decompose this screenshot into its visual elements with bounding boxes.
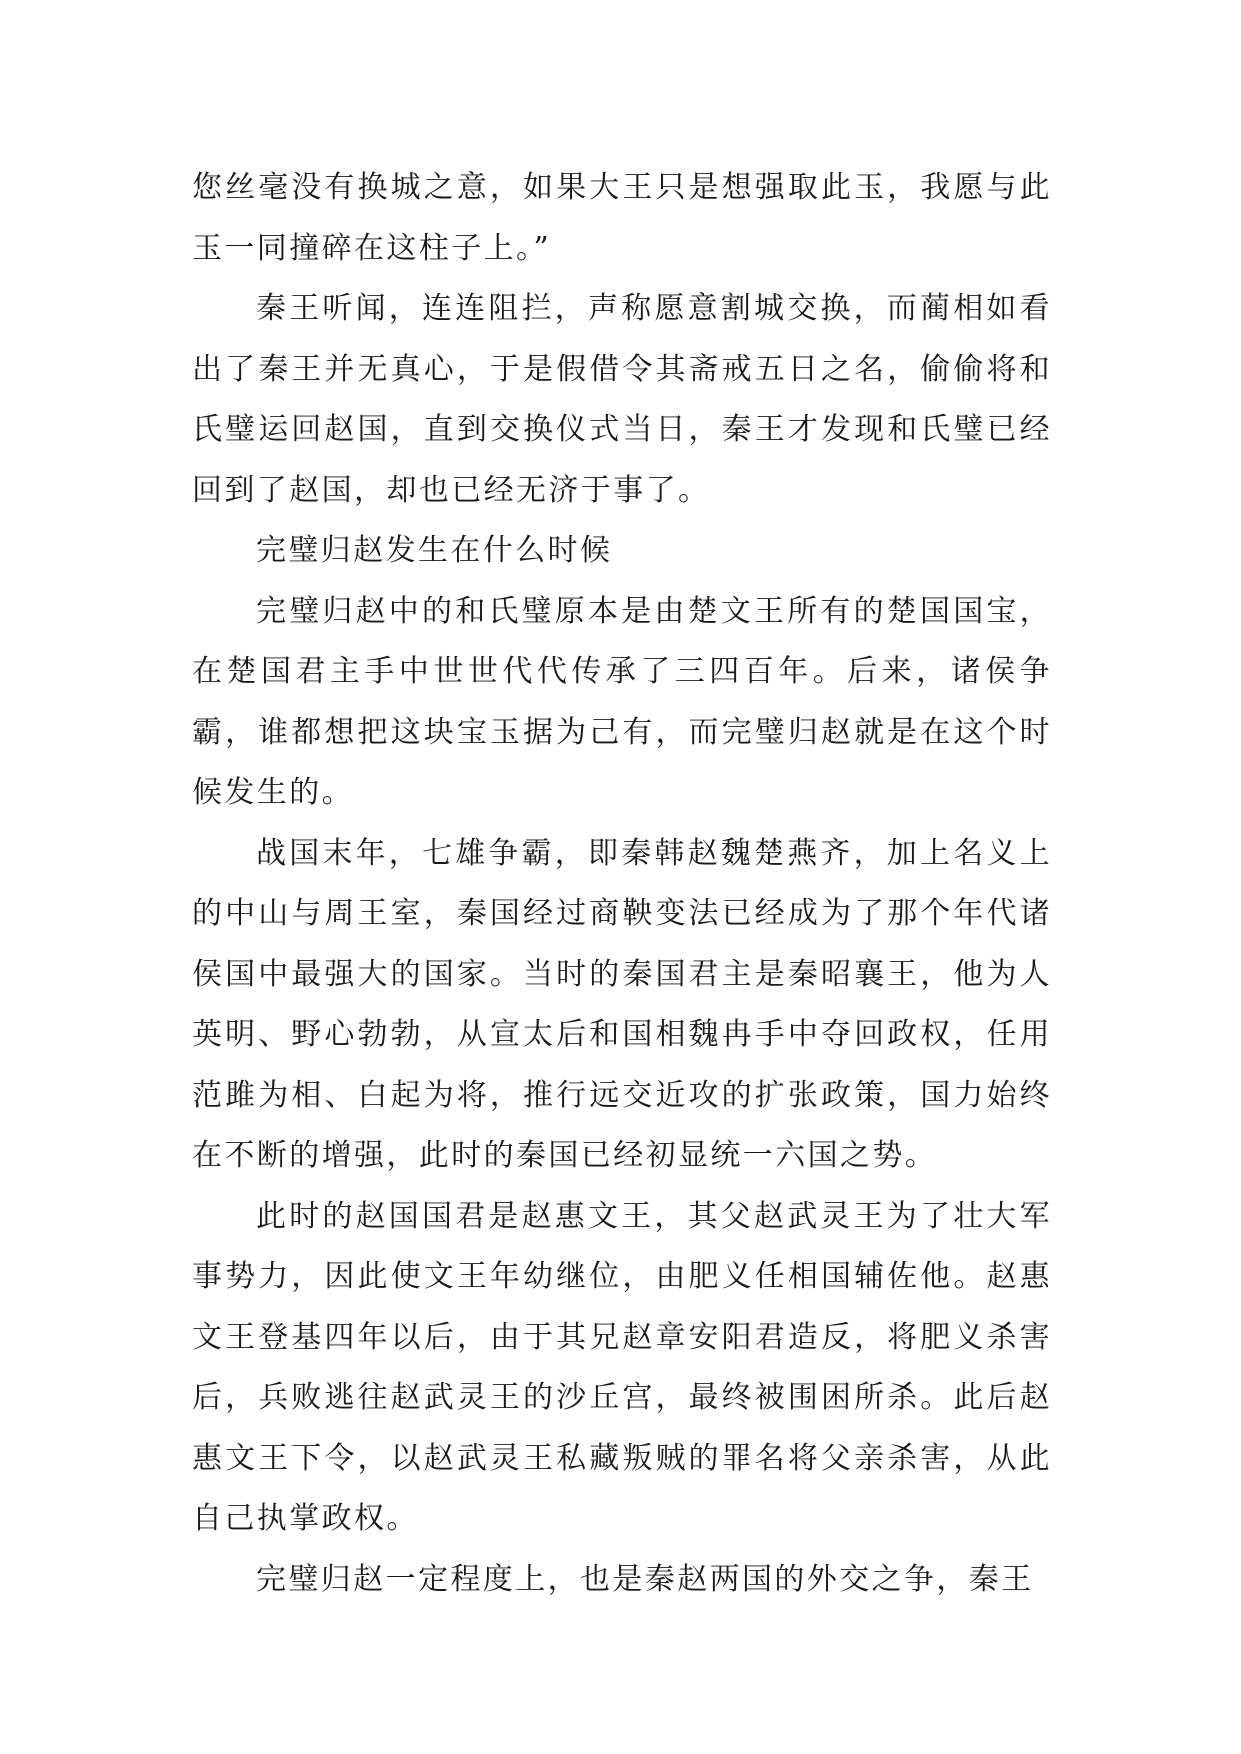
paragraph: 秦王听闻，连连阻拦，声称愿意割城交换，而蔺相如看出了秦王并无真心，于是假借令其斋戒五日之名，偷偷将和氏璧运回赵国，直到交换仪式当日，秦王才发现和氏璧已经回到了赵国，却也已经无济于事了。 <box>192 291 1052 508</box>
paragraph: 完璧归赵一定程度上，也是秦赵两国的外交之争，秦王 <box>256 1561 1034 1597</box>
document-body <box>192 158 1052 1610</box>
paragraph: 完璧归赵中的和氏璧原本是由楚文王所有的楚国国宝，在楚国君主手中世世代代传承了三四百年。后来，诸侯争霸，谁都想把这块宝玉据为己有，而完璧归赵就是在这个时候发生的。 <box>192 593 1052 810</box>
paragraph: 此时的赵国国君是赵惠文王，其父赵武灵王为了壮大军事势力，因此使文王年幼继位，由肥义任相国辅佐他。赵惠文王登基四年以后，由于其兄赵章安阳君造反，将肥义杀害后，兵败逃往赵武灵王的沙丘宫，最终被围困所杀。此后赵惠文王下令，以赵武灵王私藏叛贼的罪名将父亲杀害，从此自己执掌政权。 <box>192 1198 1052 1536</box>
paragraph: 您丝毫没有换城之意，如果大王只是想强取此玉，我愿与此玉一同撞碎在这柱子上。” <box>192 170 1052 266</box>
section-heading: 完璧归赵发生在什么时候 <box>256 533 613 568</box>
paragraph: 战国末年，七雄争霸，即秦韩赵魏楚燕齐，加上名义上的中山与周王室，秦国经过商鞅变法已经成为了那个年代诸侯国中最强大的国家。当时的秦国君主是秦昭襄王，他为人英明、野心勃勃，从宣太后和国相魏冉手中夺回政权，任用范雎为相、白起为将，推行远交近攻的扩张政策，国力始终在不断的增强，此时的秦国已经初显统一六国之势。 <box>192 835 1052 1173</box>
